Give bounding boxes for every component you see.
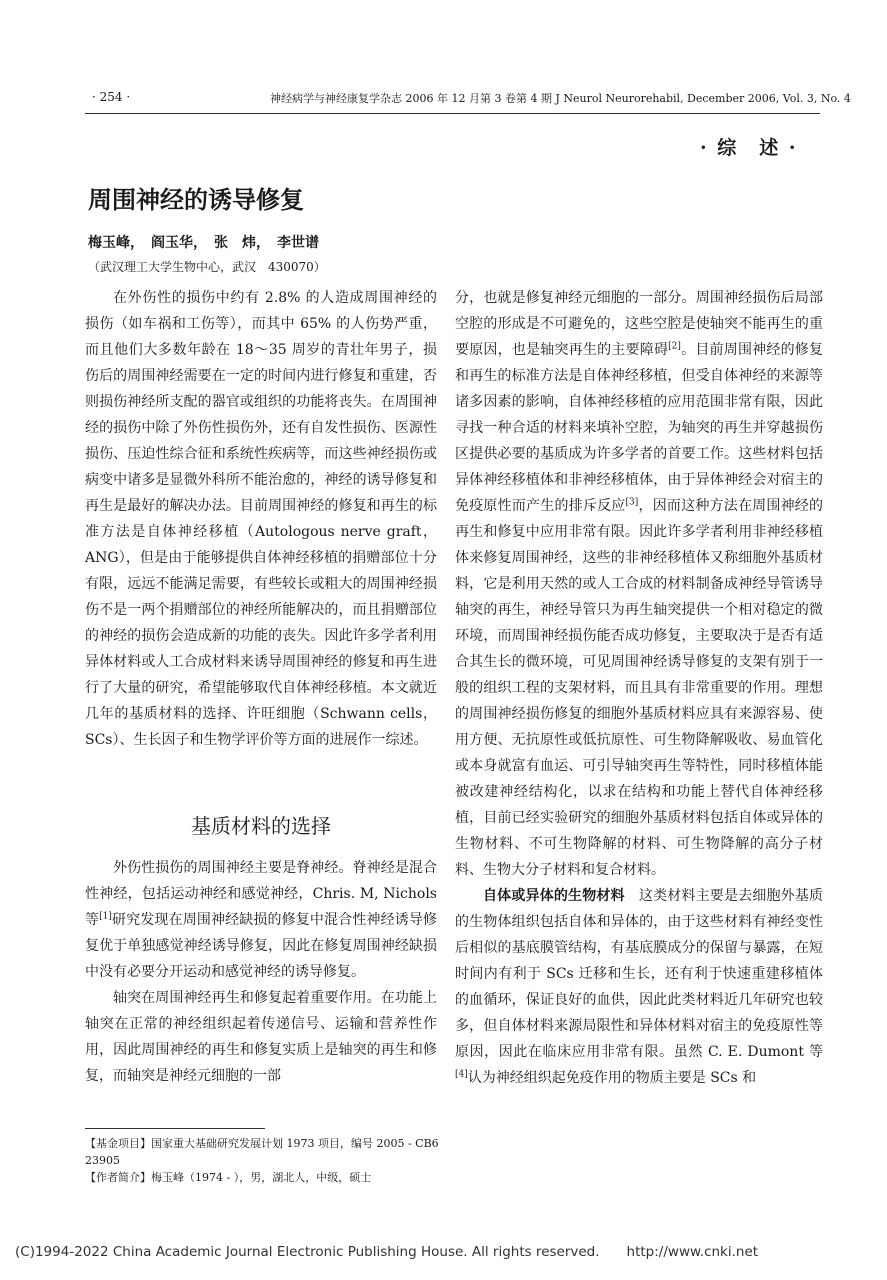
body-paragraph <box>455 285 823 883</box>
footnote-author: 【作者简介】梅玉峰（1974 - ），男，湖北人，中级，硕士 <box>85 1171 372 1184</box>
left-column-body <box>85 855 437 1089</box>
body-text: 研究发现在周围神经缺损的修复中混合性神经诱导修复优于单独感觉神经诱导修复，因此在修复周围神经缺损中没有必要分开运动和感觉神经的诱导修复。 <box>85 912 438 980</box>
right-column-body <box>455 285 823 1091</box>
intro-paragraph: 在外伤性的损伤中约有 2.8% 的人造成周围神经的损伤（如车祸和工伤等），而其中 65% 的人伤势严重，而且他们大多数年龄在 18～35 周岁的青壮年男子，损伤后的周围神经需要在一定的时间内进行修复和重建，否则损伤神经所支配的器官或组织的功能将丧失。在周围神经的损伤中除了外伤性损伤外，还有自发性损伤、医源性损伤、压迫性综合征和系统性疾病等，而这些神经损伤或病变中诸多是显微外科所不能治愈的，神经的诱导修复和再生是最好的解决办法。目前周围神经的修复和再生的标准方法是自体神经移植（Autologous nerve graft，ANG），但是由于能够提供自体神经移植的捐赠部位十分有限，远远不能满足需要，有些较长或粗大的周围神经损伤不是一两个捐赠部位的神经所能解决的，而且捐赠部位的神经的损伤会造成新的功能的丧失。因此许多学者利用异体材料或人工合成材料来诱导周围神经的修复和再生进行了大量的研究，希望能够取代自体神经移植。本文就近几年的基质材料的选择、许旺细胞（Schwann cells，SCs）、生长因子和生物学评价等方面的进展作一综述。 <box>85 290 437 748</box>
footnotes <box>85 1135 440 1186</box>
body-text: 外伤性损伤的周围神经主要是脊神经。脊神经是混合性神经，包括运动神经和感觉神经，Chris. M, Nichols 等 <box>85 860 437 928</box>
copyright-footer: (C)1994-2022 China Academic Journal Electronic Publishing House. All rights reserved. http://www.cnki.net <box>15 1244 759 1260</box>
body-text: ，因而这种方法在周围神经的再生和修复中应用非常有限。因此许多学者利用非神经移植体来修复周围神经，这些的非神经移植体又称细胞外基质材料，它是利用天然的或人工合成的材料制备成神经导管诱导轴突的再生，神经导管只为再生轴突提供一个相对稳定的微环境，而周围神经损伤能否成功修复，主要取决于是否有适合其生长的微环境，可见周围神经诱导修复的支架有别于一般的组织工程的支架材料，而且具有非常重要的作用。理想的周围神经损伤修复的细胞外基质材料应具有来源容易、使用方便、无抗原性或低抗原性、可生物降解吸收、易血管化或本身就富有血运、可引导轴突再生等特性，同时移植体能被改建神经结构化，以求在结构和功能上替代自体神经移植，目前已经实验研究的细胞外基质材料包括自体或异体的生物材料、不可生物降解的材料、可生物降解的高分子材料、生物大分子材料和复合材料。 <box>455 498 824 878</box>
citation-ref: [1] <box>99 911 112 922</box>
body-paragraph <box>85 855 437 985</box>
body-text: 分，也就是修复神经元细胞的一部分。周围神经损伤后局部空腔的形成是不可避免的，这些空腔是使轴突不能再生的重要原因，也是轴突再生的主要障碍 <box>455 290 823 358</box>
section-tag: · 综 述 · <box>700 137 798 159</box>
article-title: 周围神经的诱导修复 <box>88 186 304 214</box>
article-affiliation: （武汉理工大学生物中心，武汉 430070） <box>88 260 326 274</box>
body-text: 。目前周围神经的修复和再生的标准方法是自体神经移植，但受自体神经的来源等诸多因素的影响，自体神经移植的应用范围非常有限，因此寻找一种合适的材料来填补空腔，为轴突的再生并穿越损伤区提供必要的基质成为许多学者的首要工作。这些材料包括异体神经移植体和非神经移植体，由于异体神经会对宿主的免疫原性而产生的排斥反应 <box>455 342 824 514</box>
journal-running-header: 神经病学与神经康复学杂志 2006 年 12 月第 3 卷第 4 期 J Neurol Neurorehabil, December 2006, Vol. 3, No. 4 <box>270 92 851 105</box>
footnote-rule <box>85 1128 265 1129</box>
page-number: · 254 · <box>92 90 131 104</box>
citation-ref: [3] <box>625 497 639 508</box>
citation-ref: [2] <box>668 341 681 352</box>
article-authors: 梅玉峰， 阎玉华， 张 炜， 李世谱 <box>88 235 319 251</box>
body-paragraph <box>455 883 823 1091</box>
footnote-fund: 【基金项目】国家重大基础研究发展计划 1973 项目，编号 2005 - CB6 23905 <box>85 1137 439 1167</box>
citation-ref: [4] <box>455 1069 468 1080</box>
body-text: 认为神经组织起免疫作用的物质主要是 SCs 和 <box>467 1070 757 1086</box>
section-heading: 基质材料的选择 <box>191 814 331 838</box>
body-text: 这类材料主要是去细胞外基质的生物体组织包括自体和异体的，由于这些材料有神经变性后相似的基底膜管结构，有基底膜成分的保留与暴露，在短时间内有利于 SCs 迁移和生长，还有利于快速重建移植体的血循环，保证良好的血供，因此此类材料近几年研究也较多，但自体材料来源局限性和异体材料对宿主的免疫原性等原因，因此在临床应用非常有限。虽然 C. E. Dumont 等 <box>455 888 824 1060</box>
header-rule <box>85 113 820 114</box>
left-column-intro <box>85 285 437 753</box>
body-paragraph: 轴突在周围神经再生和修复起着重要作用。在功能上轴突在正常的神经组织起着传递信号、运输和营养性作用，因此周围神经的再生和修复实质上是轴突的再生和修复，而轴突是神经元细胞的一部 <box>85 990 437 1084</box>
subsection-lead: 自体或异体的生物材料 <box>483 888 625 904</box>
